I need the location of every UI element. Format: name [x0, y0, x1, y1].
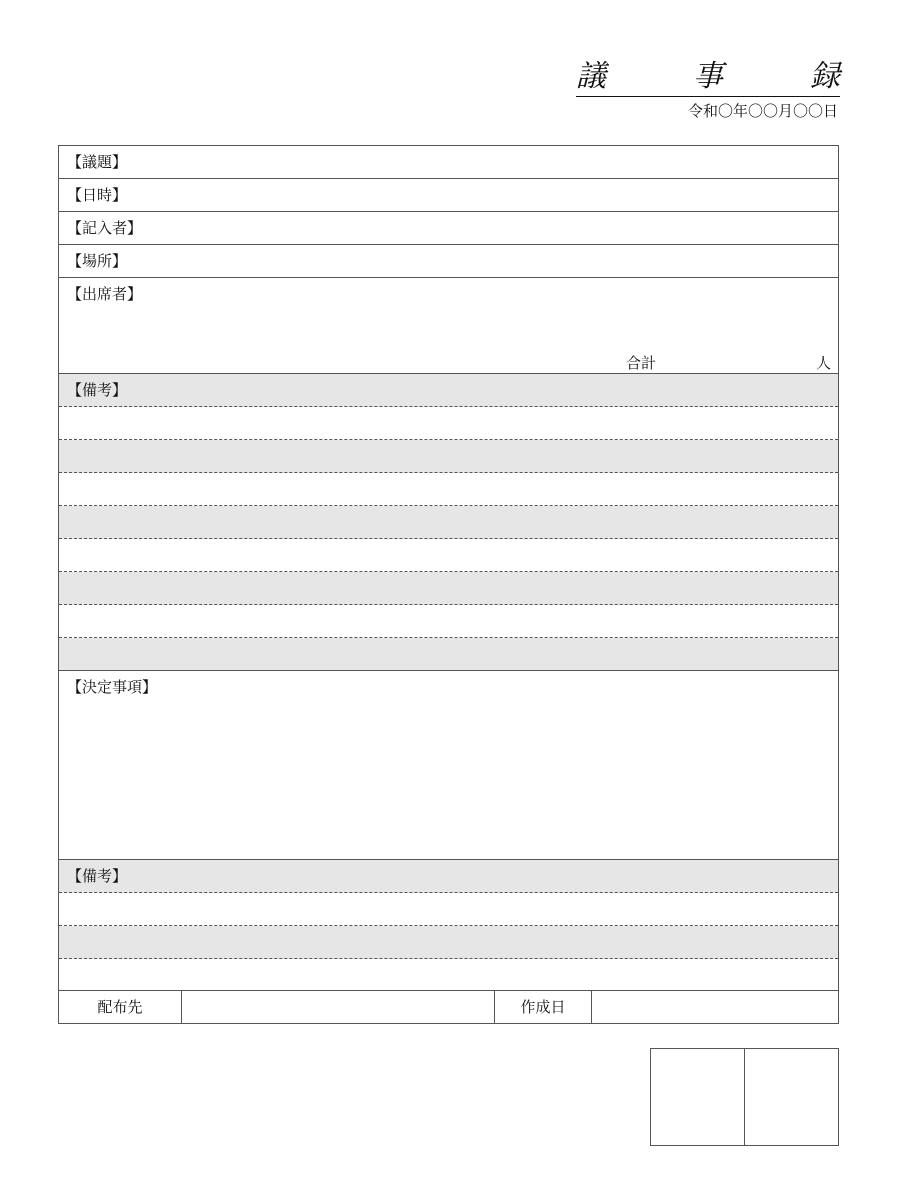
notes-line-8[interactable] — [59, 638, 838, 671]
notes2-line-1[interactable] — [59, 893, 838, 926]
notes-line-1[interactable] — [59, 407, 838, 440]
datetime-row[interactable] — [59, 179, 838, 212]
notes2-line-3[interactable] — [59, 959, 838, 991]
title-char-2: 事 — [693, 59, 723, 94]
notes2-header-row — [59, 860, 838, 893]
notes-line-7[interactable] — [59, 605, 838, 638]
attendee-total[interactable] — [626, 354, 831, 374]
datetime-label: 【日時】 — [67, 186, 128, 204]
title-char-1: 議 — [576, 59, 606, 94]
notes-line-3[interactable] — [59, 473, 838, 506]
notes-label: 【備考】 — [67, 381, 128, 399]
total-label: 合計 — [626, 354, 657, 372]
created-label: 作成日 — [495, 991, 592, 1023]
notes-line-2[interactable] — [59, 440, 838, 473]
agenda-row[interactable] — [59, 146, 838, 179]
notes2-label: 【備考】 — [67, 867, 128, 885]
attendees-label: 【出席者】 — [67, 285, 143, 303]
recorder-row[interactable] — [59, 212, 838, 245]
place-label: 【場所】 — [67, 252, 128, 270]
total-unit: 人 — [815, 354, 831, 372]
decisions-row[interactable] — [59, 671, 838, 860]
created-date-field[interactable] — [592, 991, 838, 1023]
notes2-line-2[interactable] — [59, 926, 838, 959]
document-date: 令和〇年〇〇月〇〇日 — [687, 102, 838, 120]
minutes-form — [58, 145, 839, 1024]
recorder-label: 【記入者】 — [67, 219, 143, 237]
notes-line-4[interactable] — [59, 506, 838, 539]
agenda-label: 【議題】 — [67, 153, 128, 171]
approval-stamp-box — [650, 1048, 839, 1146]
title-char-3: 録 — [810, 59, 840, 94]
document-title — [576, 54, 840, 97]
notes-line-5[interactable] — [59, 539, 838, 572]
notes-line-6[interactable] — [59, 572, 838, 605]
decisions-label: 【決定事項】 — [67, 678, 158, 696]
distribution-field[interactable] — [182, 991, 495, 1023]
distribution-label: 配布先 — [59, 991, 182, 1023]
footer-row — [59, 991, 838, 1023]
notes-header-row — [59, 374, 838, 407]
place-row[interactable] — [59, 245, 838, 278]
stamp-divider — [744, 1049, 745, 1145]
